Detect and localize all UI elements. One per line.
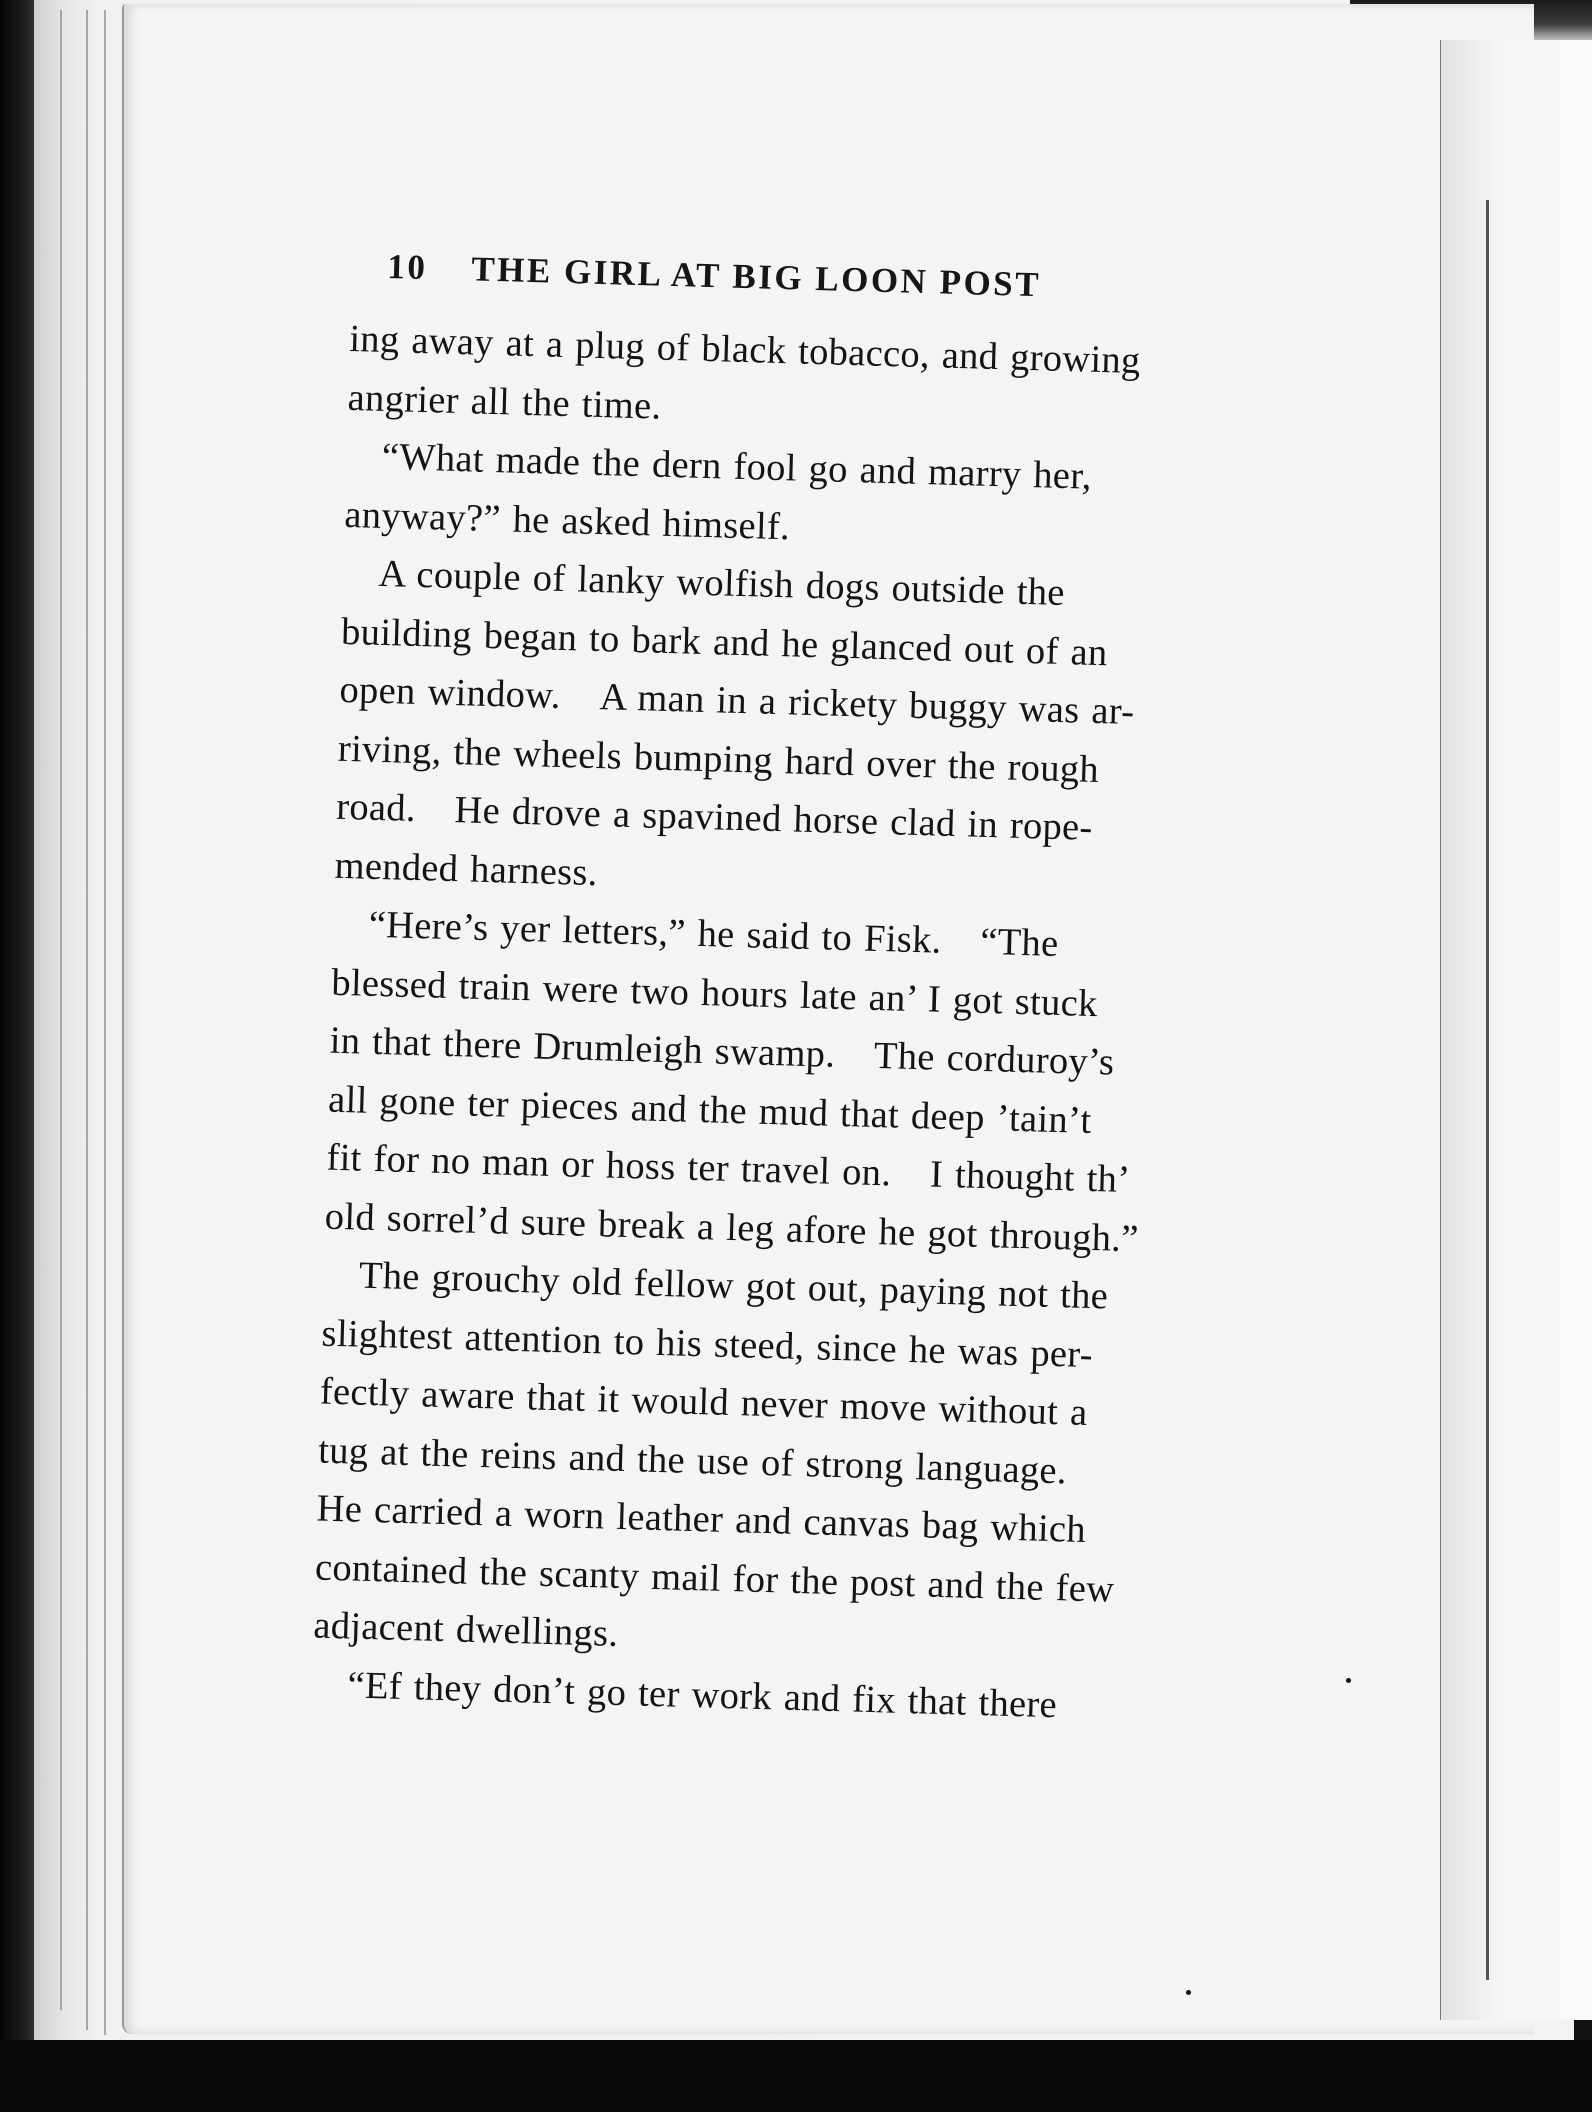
- ink-speck: [1186, 1990, 1191, 1995]
- text-line: building began to bark and he glanced out of an: [340, 610, 1109, 674]
- text-line: all gone ter pieces and the mud that deep ’tain’t: [327, 1078, 1093, 1142]
- text-line: blessed train were two hours late an’ I got stuck: [330, 961, 1099, 1025]
- text-line: He carried a worn leather and canvas bag which: [316, 1487, 1087, 1551]
- text-line: angrier all the time.: [347, 376, 662, 428]
- facing-page-rule: [1486, 200, 1489, 1980]
- text-line: A couple of lanky wolfish dogs outside the: [342, 551, 1066, 615]
- page-edge-line: [60, 10, 62, 2010]
- text-line: The grouchy old fellow got out, paying not the: [322, 1253, 1109, 1318]
- text-line: ing away at a plug of black tobacco, and growing: [348, 317, 1142, 383]
- text-line: riving, the wheels bumping hard over the rough: [337, 727, 1100, 791]
- page-number: 10: [386, 247, 428, 288]
- text-line: contained the scanty mail for the post and the few: [314, 1545, 1115, 1611]
- text-line: adjacent dwellings.: [312, 1604, 619, 1655]
- text-line: fectly aware that it would never move without a: [319, 1370, 1089, 1434]
- text-line: open window. A man in a rickety buggy was ar-: [339, 668, 1135, 734]
- ink-speck: [1346, 1678, 1351, 1683]
- text-line: in that there Drumleigh swamp. The corduroy’s: [329, 1019, 1115, 1084]
- text-line: “Ef they don’t go ter work and fix that there: [311, 1662, 1058, 1726]
- facing-page-edge: [1440, 40, 1592, 2020]
- page-text-block: [311, 246, 1262, 1739]
- body-text: [311, 310, 1260, 1739]
- book-spine: [0, 0, 38, 2112]
- text-line: slightest attention to his steed, since he was per-: [321, 1312, 1094, 1376]
- text-line: tug at the reins and the use of strong language.: [317, 1429, 1068, 1492]
- page-edge-line: [86, 10, 88, 2030]
- text-line: road. He drove a spavined horse clad in rope-: [335, 785, 1094, 849]
- bottom-shadow: [0, 2040, 1592, 2112]
- text-line: old sorrel’d sure break a leg afore he got through.”: [324, 1195, 1140, 1260]
- book-title-header: THE GIRL AT BIG LOON POST: [470, 249, 1042, 305]
- text-line: fit for no man or hoss ter travel on. I thought th’: [325, 1136, 1131, 1202]
- page-edge-line: [104, 10, 106, 2035]
- text-line: “Here’s yer letters,” he said to Fisk. “The: [332, 902, 1060, 965]
- text-line: “What made the dern fool go and marry her,: [345, 434, 1093, 498]
- text-line: mended harness.: [334, 844, 599, 894]
- text-line: anyway?” he asked himself.: [343, 493, 791, 548]
